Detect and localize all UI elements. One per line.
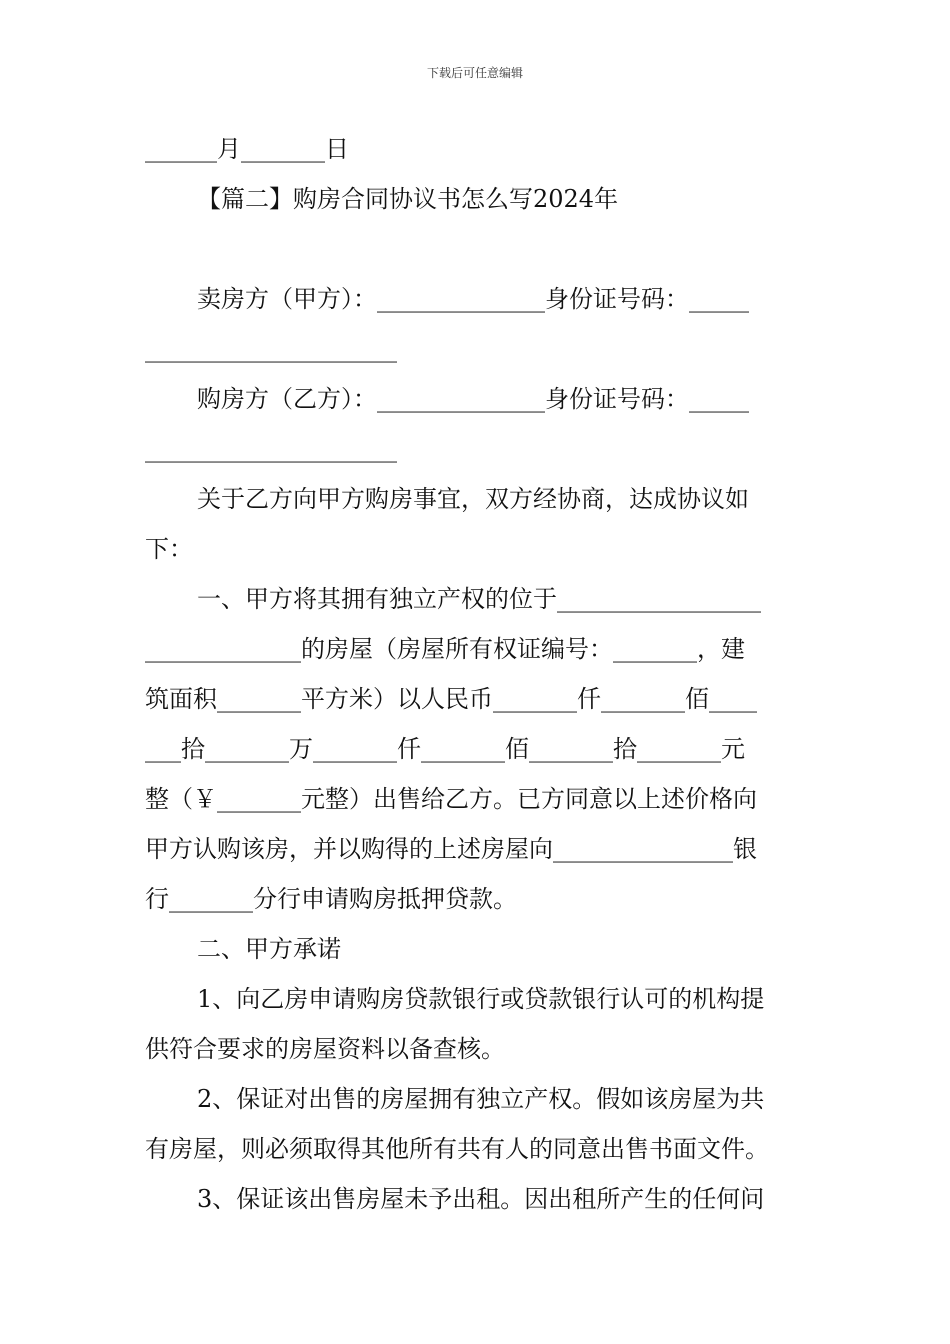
intro-paragraph: 关于乙方向甲方购房事宜，双方经协商，达成协议如 (197, 485, 749, 513)
promise-1-cont: 供符合要求的房屋资料以备查核。 (145, 1035, 505, 1063)
seller-line-cont: _____________________ (145, 335, 397, 363)
intro-paragraph-cont: 下： (145, 535, 193, 563)
buyer-line-cont: _____________________ (145, 435, 397, 463)
seller-line: 卖房方（甲方）：______________身份证号码：_____ (197, 285, 749, 313)
clause-one-cont: 甲方认购该房，并以购得的上述房屋向_______________银 (145, 835, 757, 863)
promise-2-cont: 有房屋，则必须取得其他所有共有人的同意出售书面文件。 (145, 1135, 769, 1163)
clause-one-cont: 筑面积_______平方米）以人民币_______仟_______佰____ (145, 685, 757, 713)
clause-one: 一、甲方将其拥有独立产权的位于_________________ (197, 585, 761, 613)
clause-one-cont: _____________的房屋（房屋所有权证编号：_______，建 (145, 635, 745, 663)
page-header: 下载后可任意编辑 (426, 66, 523, 80)
promise-2: 2、保证对出售的房屋拥有独立产权。假如该房屋为共 (197, 1085, 765, 1113)
buyer-line: 购房方（乙方）：______________身份证号码：_____ (197, 385, 749, 413)
clause-one-cont: ___拾_______万_______仟_______佰_______拾_______元 (145, 735, 745, 763)
clause-one-cont: 整（￥_______元整）出售给乙方。已方同意以上述价格向 (145, 785, 757, 813)
promise-1: 1、向乙房申请购房贷款银行或贷款银行认可的机构提 (197, 985, 765, 1013)
clause-two-heading: 二、甲方承诺 (197, 935, 341, 963)
section-title: 【篇二】购房合同协议书怎么写2024年 (197, 185, 619, 213)
date-line: ______月_______日 (145, 135, 349, 163)
promise-3: 3、保证该出售房屋未予出租。因出租所产生的任何问 (197, 1185, 765, 1213)
clause-one-cont: 行_______分行申请购房抵押贷款。 (145, 885, 517, 913)
